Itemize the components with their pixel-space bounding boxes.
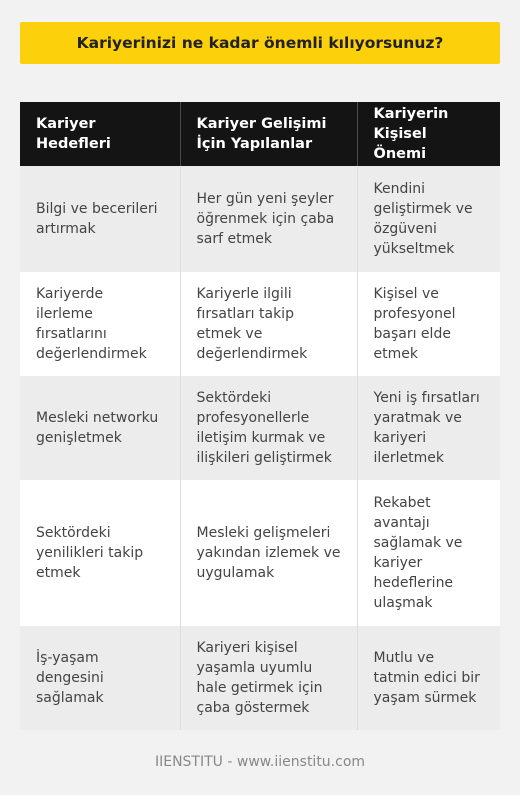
table-cell: Bilgi ve becerileri artırmak xyxy=(20,166,180,272)
table-row xyxy=(20,166,500,272)
table-cell: Kariyeri kişisel yaşamla uyumlu hale getirmek için çaba göstermek xyxy=(180,626,357,730)
column-header-career-goals: Kariyer Hedefleri xyxy=(20,102,180,166)
table-cell: Sektördeki profesyonellerle iletişim kurmak ve ilişkileri geliştirmek xyxy=(180,376,357,480)
table-row xyxy=(20,626,500,730)
page-title: Kariyerinizi ne kadar önemli kılıyorsunuz? xyxy=(76,34,444,52)
table-cell: Mesleki gelişmeleri yakından izlemek ve uygulamak xyxy=(180,480,357,626)
footer-credit: IIENSTITU - www.iienstitu.com xyxy=(154,754,366,770)
column-header-career-development: Kariyer Gelişimi İçin Yapılanlar xyxy=(180,102,357,166)
table-row xyxy=(20,376,500,480)
column-header-personal-importance: Kariyerin Kişisel Önemi xyxy=(357,102,500,166)
table-cell: Sektördeki yenilikleri takip etmek xyxy=(20,480,180,626)
table-cell: Rekabet avantajı sağlamak ve kariyer hedeflerine ulaşmak xyxy=(357,480,500,626)
table-cell: Yeni iş fırsatları yaratmak ve kariyeri ilerletmek xyxy=(357,376,500,480)
table-cell: Mesleki networku genişletmek xyxy=(20,376,180,480)
table-cell: Mutlu ve tatmin edici bir yaşam sürmek xyxy=(357,626,500,730)
table-cell: Kişisel ve profesyonel başarı elde etmek xyxy=(357,272,500,376)
table-row xyxy=(20,480,500,626)
title-banner xyxy=(20,22,500,64)
table-cell: Her gün yeni şeyler öğrenmek için çaba sarf etmek xyxy=(180,166,357,272)
table-row xyxy=(20,272,500,376)
career-table xyxy=(20,102,500,730)
table-cell: Kariyerle ilgili fırsatları takip etmek ve değerlendirmek xyxy=(180,272,357,376)
table-cell: Kendini geliştirmek ve özgüveni yükseltmek xyxy=(357,166,500,272)
table-header-row xyxy=(20,102,500,166)
table-cell: İş-yaşam dengesini sağlamak xyxy=(20,626,180,730)
table-cell: Kariyerde ilerleme fırsatlarını değerlendirmek xyxy=(20,272,180,376)
